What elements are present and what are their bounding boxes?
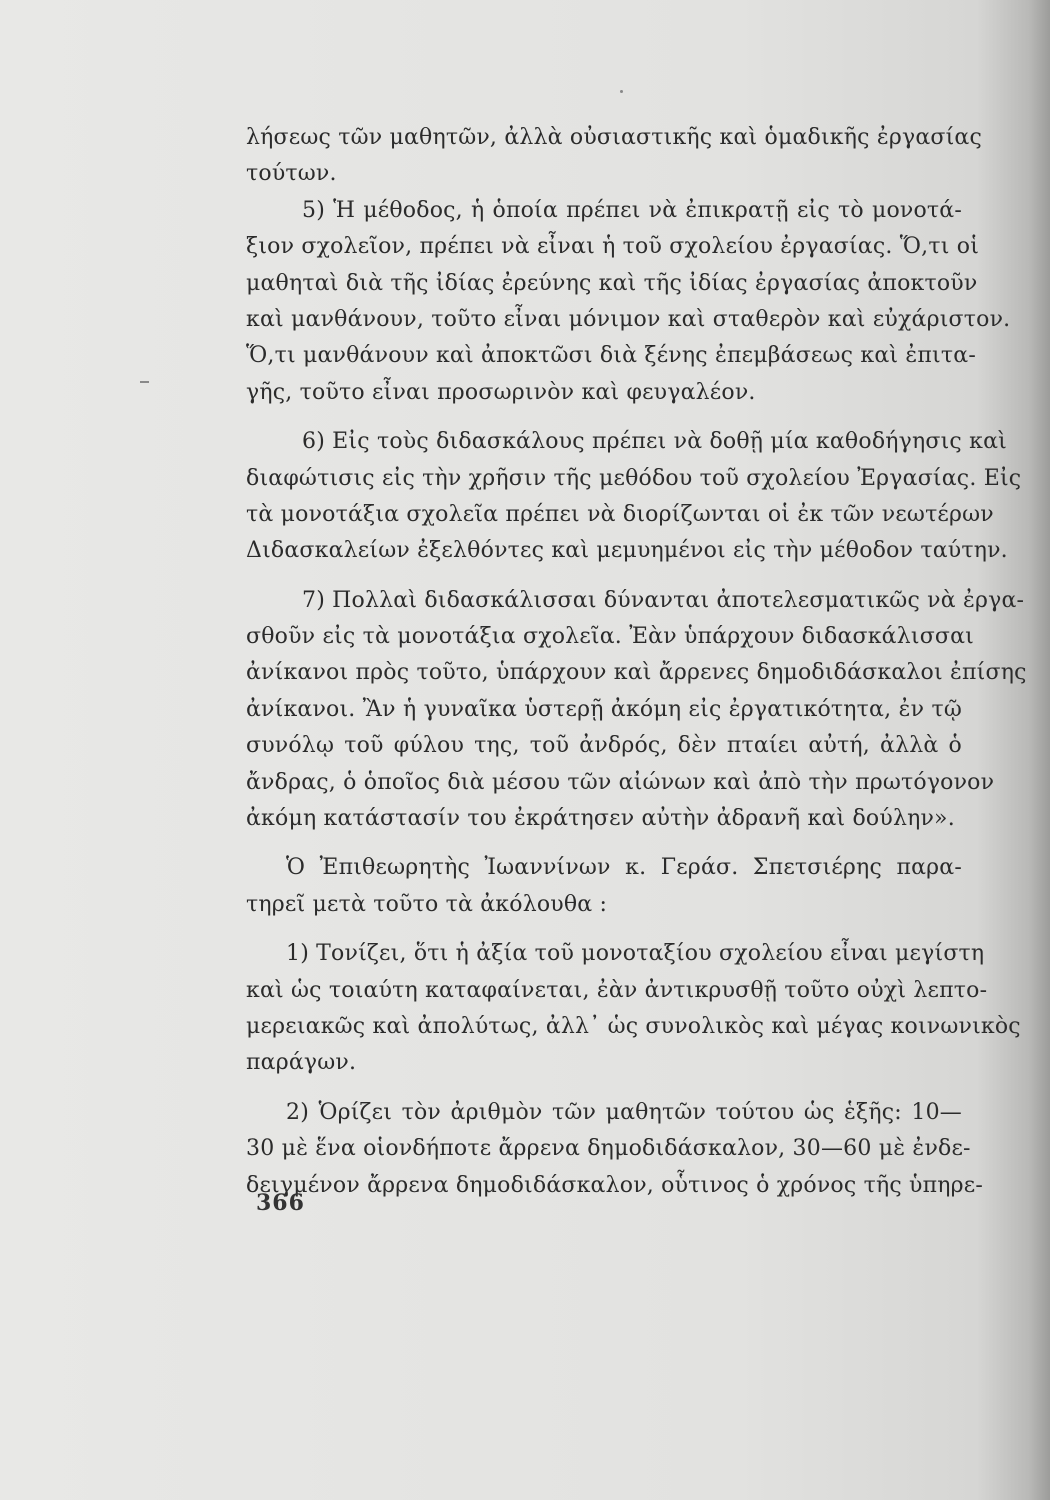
text-line: ἀκόμη κατάστασίν του ἐκράτησεν αὐτὴν ἀδρανῆ καὶ δούλην». [246,806,955,832]
text-line: ἀνίκανοι πρὸς τοῦτο, ὑπάρχουν καὶ ἄρρενες δημοδιδάσκαλοι ἐπίσης [246,660,1027,686]
text-line: 6) Εἰς τοὺς διδασκάλους πρέπει νὰ δοθῇ μία καθοδήγησις καὶ [302,429,1007,455]
text-line: 2) Ὁρίζει τὸν ἀριθμὸν τῶν μαθητῶν τούτου ὡς ἑξῆς: 10— [286,1099,962,1125]
text-line: μερειακῶς καὶ ἀπολύτως, ἀλλ᾽ ὡς συνολικὸς καὶ μέγας κοινωνικὸς [246,1013,1021,1039]
text-line: ξιον σχολεῖον, πρέπει νὰ εἶναι ἡ τοῦ σχολείου ἐργασίας. Ὅ,τι οἱ [246,234,980,260]
paragraph-gap [246,837,962,850]
text-line: τηρεῖ μετὰ τοῦτο τὰ ἀκόλουθα : [246,891,608,917]
text-line: ἄνδρας, ὁ ὁποῖος διὰ μέσου τῶν αἰώνων καὶ ἀπὸ τὴν πρωτόγονον [246,769,995,795]
paragraph-gap [246,570,962,583]
text-line: γῆς, τοῦτο εἶναι προσωρινὸν καὶ φευγαλέον. [246,379,756,405]
text-line: συνόλῳ τοῦ φύλου της, τοῦ ἀνδρός, δὲν πταίει αὐτή, ἀλλὰ ὁ [246,733,962,759]
text-line: 7) Πολλαὶ διδασκάλισσαι δύνανται ἀποτελεσματικῶς νὰ ἐργα- [302,587,1025,613]
text-line: καὶ μανθάνουν, τοῦτο εἶναι μόνιμον καὶ σταθερὸν καὶ εὐχάριστον. [246,306,1011,332]
text-line: 5) Ἡ μέθοδος, ἡ ὁποία πρέπει νὰ ἐπικρατῇ εἰς τὸ μονοτά- [302,197,962,223]
text-line: τούτων. [246,161,337,187]
page-number: 366 [256,1190,305,1216]
paragraph-gap [246,1082,962,1095]
body-text [246,120,1027,1204]
text-line: παράγων. [246,1050,357,1076]
paragraph-gap [246,411,962,424]
margin-mark [140,381,149,383]
speck [620,90,623,93]
paragraph-gap [246,923,962,936]
text-line: σθοῦν εἰς τὰ μονοτάξια σχολεῖα. Ἐὰν ὑπάρχουν διδασκάλισσαι [246,624,975,650]
text-line: Ὁ Ἐπιθεωρητὴς Ἰωαννίνων κ. Γεράσ. Σπετσιέρης παρα- [286,855,962,881]
text-line: τὰ μονοτάξια σχολεῖα πρέπει νὰ διορίζωνται οἱ ἐκ τῶν νεωτέρων [246,501,994,527]
text-line: Ὅ,τι μανθάνουν καὶ ἀποκτῶσι διὰ ξένης ἐπεμβάσεως καὶ ἐπιτα- [246,343,976,369]
text-line: Διδασκαλείων ἐξελθόντες καὶ μεμυημένοι εἰς τὴν μέθοδον ταύτην. [246,538,1008,564]
text-line: διαφώτισις εἰς τὴν χρῆσιν τῆς μεθόδου τοῦ σχολείου Ἐργασίας. Εἰς [246,465,1022,491]
text-line: μαθηταὶ διὰ τῆς ἰδίας ἐρεύνης καὶ τῆς ἰδίας ἐργασίας ἀποκτοῦν [246,270,978,296]
text-line: καὶ ὡς τοιαύτη καταφαίνεται, ἐὰν ἀντικρυσθῇ τοῦτο οὐχὶ λεπτο- [246,977,988,1003]
text-line: ἀνίκανοι. Ἂν ἡ γυναῖκα ὑστερῇ ἀκόμη εἰς ἐργατικότητα, ἐν τῷ [246,696,962,722]
text-line: 1) Τονίζει, ὅτι ἡ ἀξία τοῦ μονοταξίου σχολείου εἶναι μεγίστη [286,941,985,967]
text-line: 30 μὲ ἕνα οἱονδήποτε ἄρρενα δημοδιδάσκαλον, 30—60 μὲ ἐνδε- [246,1136,971,1162]
text-line: λήσεως τῶν μαθητῶν, ἀλλὰ οὐσιαστικῆς καὶ ὁμαδικῆς ἐργασίας [246,125,982,150]
text-line: δειγμένον ἄρρενα δημοδιδάσκαλον, οὗτινος ὁ χρόνος τῆς ὑπηρε- [246,1172,984,1198]
